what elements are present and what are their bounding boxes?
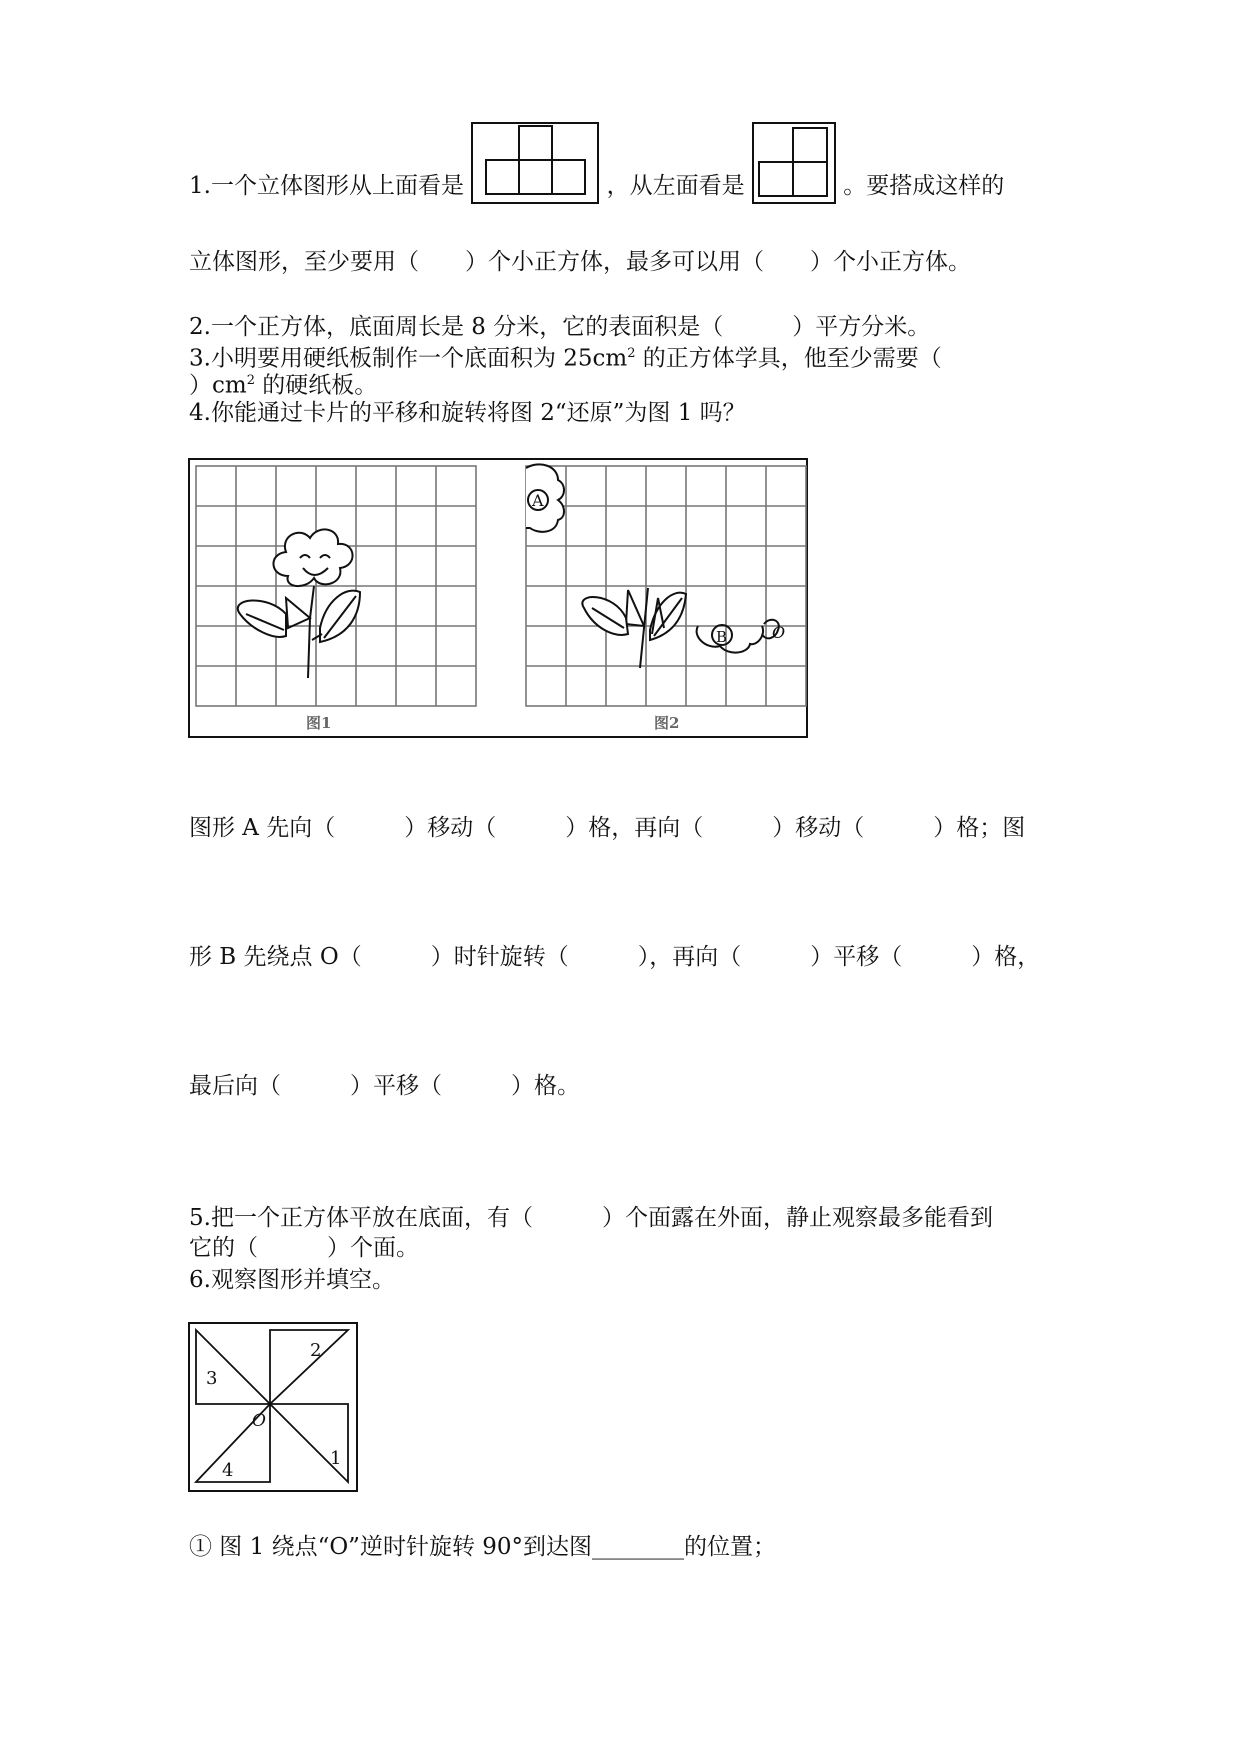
q1-line1 [189,162,1004,212]
q4-answer-line-b: 形 B 先绕点 O（ ）时针旋转（ ），再向（ ）平移（ ）格， [189,944,1041,970]
q3-text-c: ）cm [189,372,247,399]
q2-line: 2.一个正方体，底面周长是 8 分米，它的表面积是（ ）平方分米。 [189,314,931,340]
q3-text-b: 的正方体学具，他至少需要（ [635,345,942,372]
q6-pinwheel-figure [188,1322,358,1492]
q1-line2: 立体图形，至少要用（ ）个小正方体，最多可以用（ ）个小正方体。 [189,249,971,275]
q4-figure [188,458,808,738]
q6-line: 6.观察图形并填空。 [189,1267,395,1293]
q6-figure [188,1322,358,1492]
q3-text-d: 的硬纸板。 [254,372,378,399]
fig2-label-a: A [532,491,544,510]
label-4: 4 [222,1460,234,1481]
q4-answer-line-c: 最后向（ ）平移（ ）格。 [189,1073,580,1099]
q3-text-a: 3.小明要用硬纸板制作一个底面积为 25cm [189,345,628,372]
q6-sub1: ① 图 1 绕点“O”逆时针旋转 90°到达图________的位置； [189,1534,777,1560]
q5-line1: 5.把一个正方体平放在底面，有（ ）个面露在外面，静止观察最多能看到 [189,1205,993,1231]
fig2-caption: 图2 [654,714,680,732]
fig2-label-o: O [772,623,786,642]
label-1: 1 [330,1448,342,1469]
left-view-shape-icon [752,122,836,212]
q4-grid-figure [188,458,808,738]
q1-text-b: ，从左面看是 [606,173,745,199]
q3-sup-2: 2 [246,373,255,388]
label-3: 3 [206,1368,218,1389]
q4-answer-line-a: 图形 A 先向（ ）移动（ ）格，再向（ ）移动（ ）格；图 [189,815,1026,841]
q3-sup-1: 2 [627,346,636,361]
q5-line2: 它的（ ）个面。 [189,1235,419,1261]
fig2-label-b: B [716,628,728,646]
q3-line2 [189,366,377,401]
q1-text-a: 1.一个立体图形从上面看是 [189,173,464,199]
q1-text-c: 。要搭成这样的 [843,173,1005,199]
fig1-caption: 图1 [306,714,332,732]
label-o: O [252,1411,266,1431]
top-view-shape-icon [471,122,599,212]
label-2: 2 [310,1340,322,1361]
q4-line: 4.你能通过卡片的平移和旋转将图 2“还原”为图 1 吗？ [189,400,746,426]
